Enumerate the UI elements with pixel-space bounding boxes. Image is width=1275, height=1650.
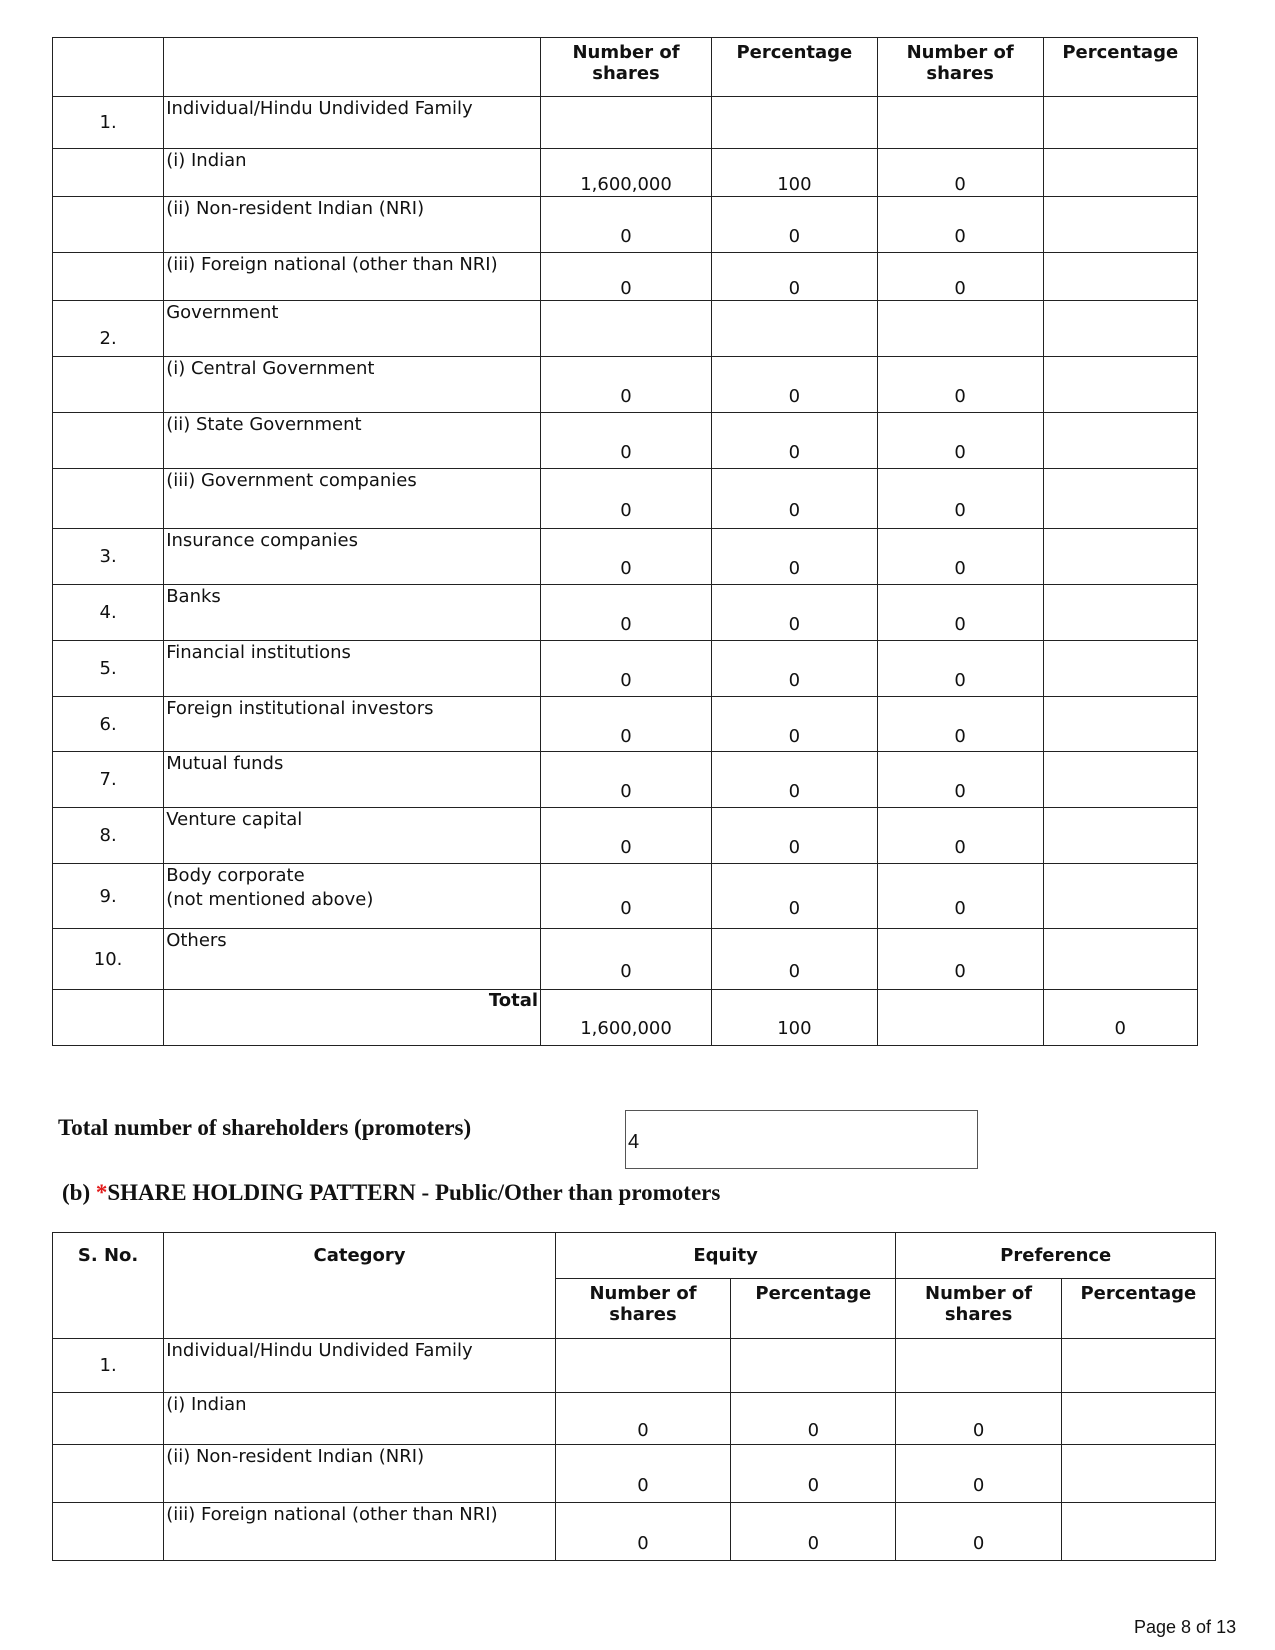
total-preference-percentage[interactable]: 0 bbox=[1043, 990, 1197, 1046]
preference-percentage-cell[interactable] bbox=[1061, 1445, 1215, 1503]
row-category: (iii) Foreign national (other than NRI) bbox=[164, 253, 541, 301]
preference-shares-cell[interactable]: 0 bbox=[877, 864, 1043, 929]
equity-shares-cell[interactable]: 1,600,000 bbox=[541, 149, 712, 197]
preference-shares-cell[interactable]: 0 bbox=[877, 357, 1043, 413]
row-sno bbox=[53, 1445, 164, 1503]
col-header-equity-shares: Number of shares bbox=[541, 38, 712, 97]
preference-shares-cell[interactable]: 0 bbox=[877, 808, 1043, 864]
row-sno: 10. bbox=[53, 929, 164, 990]
row-sno bbox=[53, 1503, 164, 1561]
preference-percentage-cell[interactable] bbox=[1061, 1393, 1215, 1445]
preference-percentage-cell[interactable] bbox=[1043, 929, 1197, 990]
row-category: (i) Indian bbox=[164, 149, 541, 197]
row-category: Individual/Hindu Undivided Family bbox=[164, 1339, 556, 1393]
row-category: Others bbox=[164, 929, 541, 990]
equity-percentage-cell[interactable]: 0 bbox=[731, 1445, 896, 1503]
preference-percentage-cell[interactable] bbox=[1043, 585, 1197, 641]
row-category: Individual/Hindu Undivided Family bbox=[164, 97, 541, 149]
equity-shares-cell[interactable]: 0 bbox=[555, 1445, 730, 1503]
equity-shares-cell[interactable]: 0 bbox=[555, 1393, 730, 1445]
required-star: * bbox=[95, 1180, 108, 1205]
row-sno: 3. bbox=[53, 529, 164, 585]
equity-percentage-cell[interactable]: 0 bbox=[711, 197, 877, 253]
row-sno bbox=[53, 197, 164, 253]
table-row bbox=[53, 697, 1198, 752]
equity-percentage-cell[interactable] bbox=[711, 301, 877, 357]
preference-shares-cell[interactable]: 0 bbox=[877, 197, 1043, 253]
equity-shares-cell[interactable]: 0 bbox=[541, 929, 712, 990]
preference-shares-cell[interactable]: 0 bbox=[877, 929, 1043, 990]
equity-shares-cell[interactable]: 0 bbox=[541, 697, 712, 752]
header-preference: Preference bbox=[896, 1233, 1216, 1279]
equity-percentage-cell[interactable]: 0 bbox=[711, 697, 877, 752]
preference-shares-cell[interactable]: 0 bbox=[896, 1445, 1061, 1503]
preference-percentage-cell[interactable] bbox=[1043, 641, 1197, 697]
row-sno: 7. bbox=[53, 752, 164, 808]
preference-shares-cell[interactable]: 0 bbox=[896, 1503, 1061, 1561]
page-number: Page 8 of 13 bbox=[1134, 1617, 1237, 1637]
row-sno: 4. bbox=[53, 585, 164, 641]
table-row bbox=[53, 752, 1198, 808]
equity-percentage-cell[interactable]: 0 bbox=[711, 752, 877, 808]
preference-shares-cell[interactable]: 0 bbox=[877, 641, 1043, 697]
preference-percentage-cell[interactable] bbox=[1043, 253, 1197, 301]
preference-shares-cell[interactable]: 0 bbox=[877, 585, 1043, 641]
row-category: Foreign institutional investors bbox=[164, 697, 541, 752]
table-row bbox=[53, 1445, 1216, 1503]
row-sno: 5. bbox=[53, 641, 164, 697]
total-equity-shares[interactable]: 1,600,000 bbox=[541, 990, 712, 1046]
table-row bbox=[53, 529, 1198, 585]
row-category: Financial institutions bbox=[164, 641, 541, 697]
table-row bbox=[53, 1503, 1216, 1561]
table-row bbox=[53, 1339, 1216, 1393]
equity-shares-cell[interactable]: 0 bbox=[541, 197, 712, 253]
row-category: (ii) Non-resident Indian (NRI) bbox=[164, 197, 541, 253]
equity-percentage-cell[interactable]: 0 bbox=[711, 529, 877, 585]
equity-percentage-cell[interactable] bbox=[731, 1339, 896, 1393]
equity-shares-cell[interactable]: 0 bbox=[541, 864, 712, 929]
row-category: Mutual funds bbox=[164, 752, 541, 808]
row-sno bbox=[53, 253, 164, 301]
row-category: Banks bbox=[164, 585, 541, 641]
subheader-equity-shares: Number of shares bbox=[555, 1279, 730, 1339]
equity-percentage-cell[interactable]: 0 bbox=[711, 641, 877, 697]
preference-shares-cell[interactable]: 0 bbox=[877, 413, 1043, 469]
preference-shares-cell[interactable]: 0 bbox=[877, 253, 1043, 301]
preference-percentage-cell[interactable] bbox=[1043, 301, 1197, 357]
preference-percentage-cell[interactable] bbox=[1043, 357, 1197, 413]
col-header-preference-percentage: Percentage bbox=[1043, 38, 1197, 97]
row-category: (iii) Government companies bbox=[164, 469, 541, 529]
row-sno bbox=[53, 149, 164, 197]
equity-shares-cell[interactable] bbox=[541, 97, 712, 149]
header-category: Category bbox=[164, 1233, 556, 1339]
row-sno bbox=[53, 413, 164, 469]
row-category: (i) Central Government bbox=[164, 357, 541, 413]
section-b-prefix: (b) bbox=[62, 1180, 96, 1205]
row-category: (i) Indian bbox=[164, 1393, 556, 1445]
preference-percentage-cell[interactable] bbox=[1043, 752, 1197, 808]
equity-percentage-cell[interactable]: 0 bbox=[711, 357, 877, 413]
equity-shares-cell[interactable] bbox=[541, 301, 712, 357]
preference-percentage-cell[interactable] bbox=[1043, 197, 1197, 253]
equity-shares-cell[interactable]: 0 bbox=[541, 585, 712, 641]
equity-percentage-cell[interactable]: 0 bbox=[731, 1393, 896, 1445]
table-row bbox=[53, 469, 1198, 529]
preference-shares-cell[interactable]: 0 bbox=[877, 149, 1043, 197]
table-row bbox=[53, 197, 1198, 253]
total-row bbox=[53, 990, 1198, 1046]
table-row bbox=[53, 808, 1198, 864]
preference-shares-cell[interactable]: 0 bbox=[896, 1393, 1061, 1445]
preference-percentage-cell[interactable] bbox=[1043, 697, 1197, 752]
equity-percentage-cell[interactable]: 0 bbox=[711, 469, 877, 529]
preference-percentage-cell[interactable] bbox=[1043, 469, 1197, 529]
preference-shares-cell[interactable] bbox=[877, 97, 1043, 149]
section-b-title: SHARE HOLDING PATTERN - Public/Other than promoters bbox=[107, 1180, 721, 1205]
preference-shares-cell[interactable]: 0 bbox=[877, 529, 1043, 585]
equity-percentage-cell[interactable]: 0 bbox=[731, 1503, 896, 1561]
table-row bbox=[53, 97, 1198, 149]
table-row bbox=[53, 864, 1198, 929]
row-sno: 6. bbox=[53, 697, 164, 752]
subheader-equity-percentage: Percentage bbox=[731, 1279, 896, 1339]
subheader-preference-percentage: Percentage bbox=[1061, 1279, 1215, 1339]
equity-percentage-cell[interactable]: 0 bbox=[711, 929, 877, 990]
preference-percentage-cell[interactable] bbox=[1043, 808, 1197, 864]
equity-shares-cell[interactable]: 0 bbox=[555, 1503, 730, 1561]
table-row bbox=[53, 253, 1198, 301]
row-category: Insurance companies bbox=[164, 529, 541, 585]
subheader-preference-shares: Number of shares bbox=[896, 1279, 1061, 1339]
row-sno: 1. bbox=[53, 1339, 164, 1393]
equity-shares-cell[interactable]: 0 bbox=[541, 253, 712, 301]
row-sno bbox=[53, 357, 164, 413]
table-row bbox=[53, 301, 1198, 357]
row-sno bbox=[53, 469, 164, 529]
preference-percentage-cell[interactable] bbox=[1043, 97, 1197, 149]
equity-percentage-cell[interactable]: 0 bbox=[711, 253, 877, 301]
table-row bbox=[53, 357, 1198, 413]
total-label: Total bbox=[164, 990, 541, 1046]
row-sno: 2. bbox=[53, 301, 164, 357]
promoters-shareholding-table bbox=[52, 37, 1198, 1046]
equity-percentage-cell[interactable]: 0 bbox=[711, 808, 877, 864]
row-category: Venture capital bbox=[164, 808, 541, 864]
total-equity-percentage[interactable]: 100 bbox=[711, 990, 877, 1046]
preference-shares-cell[interactable]: 0 bbox=[877, 697, 1043, 752]
preference-shares-cell[interactable]: 0 bbox=[877, 469, 1043, 529]
equity-percentage-cell[interactable]: 0 bbox=[711, 585, 877, 641]
col-header-equity-percentage: Percentage bbox=[711, 38, 877, 97]
preference-percentage-cell[interactable] bbox=[1043, 413, 1197, 469]
total-preference-shares[interactable] bbox=[877, 990, 1043, 1046]
preference-shares-cell[interactable] bbox=[877, 301, 1043, 357]
header-equity: Equity bbox=[555, 1233, 896, 1279]
equity-shares-cell[interactable]: 0 bbox=[541, 641, 712, 697]
table-row bbox=[53, 413, 1198, 469]
column-header-row bbox=[53, 38, 1198, 97]
equity-shares-cell[interactable]: 0 bbox=[541, 357, 712, 413]
section-b-heading bbox=[62, 1180, 720, 1206]
equity-percentage-cell[interactable]: 0 bbox=[711, 864, 877, 929]
preference-shares-cell[interactable]: 0 bbox=[877, 752, 1043, 808]
row-category: (iii) Foreign national (other than NRI) bbox=[164, 1503, 556, 1561]
preference-percentage-cell[interactable] bbox=[1043, 864, 1197, 929]
public-shareholding-table bbox=[52, 1232, 1216, 1561]
row-category: (ii) Non-resident Indian (NRI) bbox=[164, 1445, 556, 1503]
total-sno-cell bbox=[53, 990, 164, 1046]
header-row bbox=[53, 1233, 1216, 1279]
table-row bbox=[53, 149, 1198, 197]
preference-percentage-cell[interactable] bbox=[1061, 1503, 1215, 1561]
row-sno: 9. bbox=[53, 864, 164, 929]
preference-percentage-cell[interactable] bbox=[1061, 1339, 1215, 1393]
row-sno: 8. bbox=[53, 808, 164, 864]
equity-shares-cell[interactable]: 0 bbox=[541, 529, 712, 585]
table-row bbox=[53, 929, 1198, 990]
row-category: Government bbox=[164, 301, 541, 357]
preference-percentage-cell[interactable] bbox=[1043, 529, 1197, 585]
row-category: Body corporate (not mentioned above) bbox=[164, 864, 541, 929]
equity-percentage-cell[interactable]: 100 bbox=[711, 149, 877, 197]
equity-shares-cell[interactable] bbox=[555, 1339, 730, 1393]
equity-shares-cell[interactable]: 0 bbox=[541, 469, 712, 529]
equity-shares-cell[interactable]: 0 bbox=[541, 752, 712, 808]
row-sno: 1. bbox=[53, 97, 164, 149]
col-header-preference-shares: Number of shares bbox=[877, 38, 1043, 97]
promoters-count-label: Total number of shareholders (promoters) bbox=[58, 1115, 472, 1140]
preference-shares-cell[interactable] bbox=[896, 1339, 1061, 1393]
table-row bbox=[53, 641, 1198, 697]
preference-percentage-cell[interactable] bbox=[1043, 149, 1197, 197]
promoters-count-field[interactable]: 4 bbox=[625, 1110, 978, 1169]
table-row bbox=[53, 585, 1198, 641]
equity-shares-cell[interactable]: 0 bbox=[541, 808, 712, 864]
row-sno bbox=[53, 1393, 164, 1445]
equity-shares-cell[interactable]: 0 bbox=[541, 413, 712, 469]
header-sno: S. No. bbox=[53, 1233, 164, 1339]
table-row bbox=[53, 1393, 1216, 1445]
equity-percentage-cell[interactable]: 0 bbox=[711, 413, 877, 469]
row-category: (ii) State Government bbox=[164, 413, 541, 469]
equity-percentage-cell[interactable] bbox=[711, 97, 877, 149]
